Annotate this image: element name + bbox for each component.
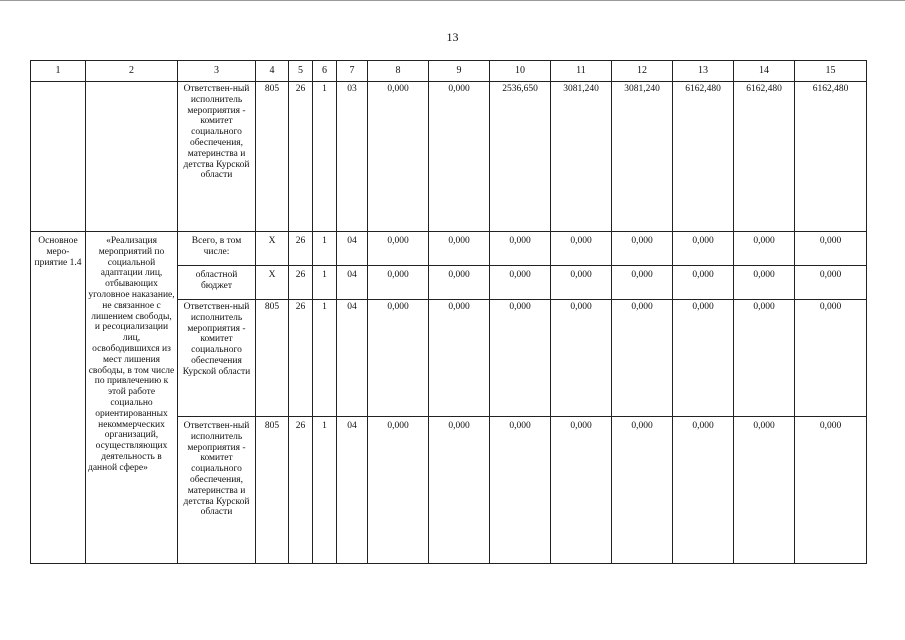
status-cell-empty [31,82,86,232]
value-cell: 0,000 [368,300,429,417]
code-cell: 1 [313,417,337,564]
grbs-cell: Х [256,232,289,266]
measure-status: Основное меро-приятие 1.4 [31,232,86,564]
code-cell: 26 [289,300,313,417]
header-cell: 3 [178,61,256,82]
row-label: Ответствен-ный исполнитель мероприятия - комитет социального обеспечения, материнства и детства Курской области [178,417,256,564]
header-cell: 1 [31,61,86,82]
value-cell: 0,000 [368,266,429,300]
value-cell: 3081,240 [551,82,612,232]
header-cell: 5 [289,61,313,82]
value-cell: 6162,480 [795,82,867,232]
value-cell: 0,000 [429,417,490,564]
grbs-cell: 805 [256,417,289,564]
value-cell: 0,000 [551,300,612,417]
value-cell: 0,000 [612,300,673,417]
row-label: Всего, в том числе: [178,232,256,266]
name-cell-empty [86,82,178,232]
value-cell: 6162,480 [673,82,734,232]
code-cell: 26 [289,232,313,266]
header-cell: 9 [429,61,490,82]
value-cell: 0,000 [673,232,734,266]
value-cell: 0,000 [734,300,795,417]
row-label: Ответствен-ный исполнитель мероприятия - комитет социального обеспечения Курской области [178,300,256,417]
value-cell: 0,000 [368,417,429,564]
code-cell: 26 [289,82,313,232]
page-number: 13 [446,30,459,44]
header-cell: 4 [256,61,289,82]
value-cell: 0,000 [490,266,551,300]
header-cell: 6 [313,61,337,82]
value-cell: 0,000 [368,232,429,266]
value-cell: 6162,480 [734,82,795,232]
value-cell: 0,000 [429,266,490,300]
code-cell: 1 [313,232,337,266]
value-cell: 0,000 [795,300,867,417]
value-cell: 0,000 [673,417,734,564]
code-cell: 26 [289,417,313,564]
value-cell: 0,000 [795,232,867,266]
table-row [31,82,867,232]
value-cell: 0,000 [490,300,551,417]
value-cell: 0,000 [490,417,551,564]
code-cell: 03 [337,82,368,232]
value-cell: 0,000 [673,300,734,417]
code-cell: 04 [337,266,368,300]
header-cell: 2 [86,61,178,82]
value-cell: 0,000 [368,82,429,232]
code-cell: 1 [313,82,337,232]
value-cell: 0,000 [551,266,612,300]
budget-table [30,60,867,564]
grbs-cell: 805 [256,300,289,417]
value-cell: 0,000 [795,266,867,300]
header-cell: 12 [612,61,673,82]
header-cell: 11 [551,61,612,82]
value-cell: 0,000 [795,417,867,564]
value-cell: 0,000 [612,266,673,300]
value-cell: 0,000 [429,300,490,417]
code-cell: 1 [313,266,337,300]
value-cell: 0,000 [734,417,795,564]
table-row [31,232,867,266]
row-label: областной бюджет [178,266,256,300]
value-cell: 3081,240 [612,82,673,232]
code-cell: 1 [313,300,337,417]
code-cell: 04 [337,417,368,564]
code-cell: 04 [337,232,368,266]
measure-name: «Реализация мероприятий по социальной адаптации лиц, отбывающих уголовное наказание, не связанное с лишением свободы, и ресоциализации лиц, освободившихся из мест лишения свободы, в том числе по привлечению к этой работе социально ориентированных некоммерческих организаций, осуществляющих деятельность в данной сфере» [86,232,178,564]
header-cell: 15 [795,61,867,82]
value-cell: 0,000 [490,232,551,266]
value-cell: 0,000 [734,266,795,300]
code-cell: 04 [337,300,368,417]
value-cell: 0,000 [429,232,490,266]
grbs-cell: Х [256,266,289,300]
code-cell: 26 [289,266,313,300]
value-cell: 0,000 [673,266,734,300]
header-cell: 7 [337,61,368,82]
value-cell: 2536,650 [490,82,551,232]
header-cell: 8 [368,61,429,82]
value-cell: 0,000 [612,417,673,564]
grbs-cell: 805 [256,82,289,232]
executor-cell: Ответствен-ный исполнитель мероприятия - комитет социального обеспечения, материнства и детства Курской области [178,82,256,232]
value-cell: 0,000 [734,232,795,266]
header-cell: 14 [734,61,795,82]
value-cell: 0,000 [429,82,490,232]
top-rule [0,0,905,1]
header-cell: 13 [673,61,734,82]
value-cell: 0,000 [551,232,612,266]
value-cell: 0,000 [612,232,673,266]
header-cell: 10 [490,61,551,82]
header-row [31,61,867,82]
value-cell: 0,000 [551,417,612,564]
